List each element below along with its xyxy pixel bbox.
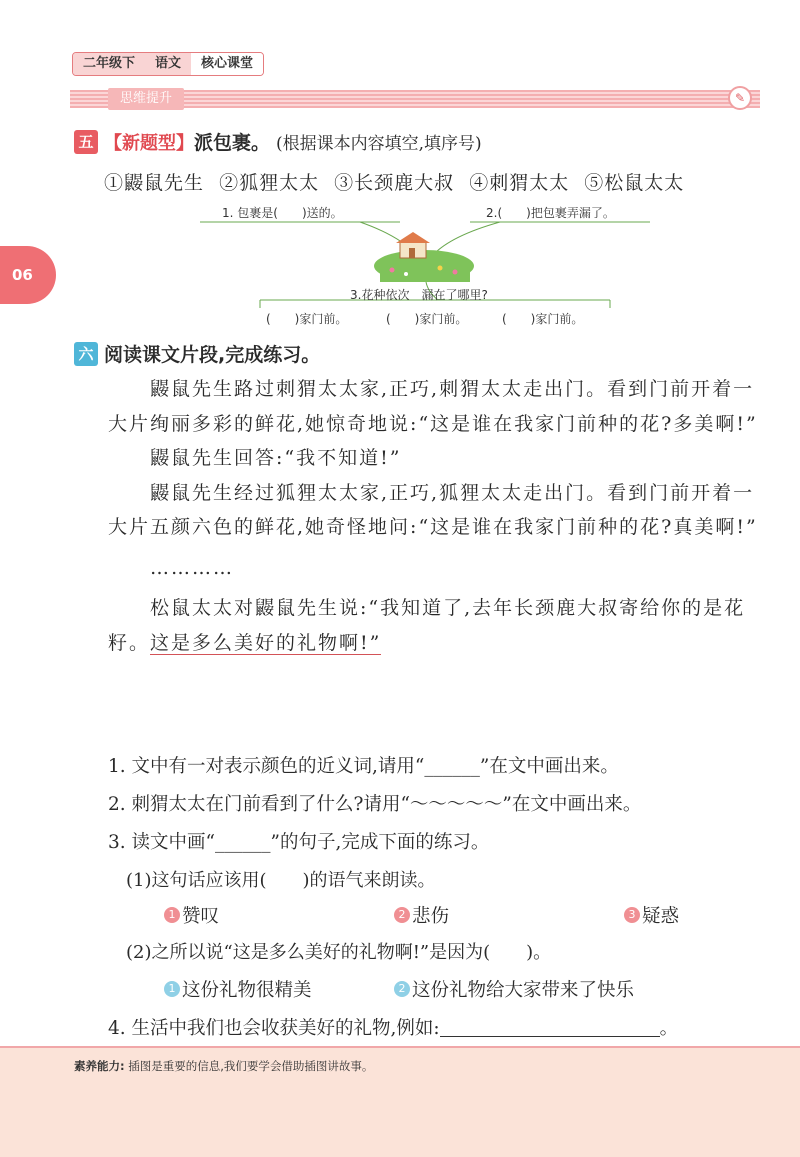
section6-title: 阅读课文片段,完成练习。 — [104, 344, 321, 366]
passage-paragraph-2: 鼹鼠先生回答:“我不知道!” — [150, 447, 402, 469]
question-4: 4. 生活中我们也会收获美好的礼物,例如: 。 — [108, 1018, 679, 1039]
passage-paragraph-1: 鼹鼠先生路过刺猬太太家,正巧,刺猬太太走出门。看到门前开着一大片绚丽多彩的鲜花,她惊奇地说:“这是谁在我家门前种的花?多美啊!” — [108, 378, 758, 435]
choice-number-1: 1 — [164, 907, 180, 923]
diagram-q3: 3.花种依次 漏在了哪里? — [350, 288, 488, 302]
answer-line[interactable] — [440, 1021, 660, 1037]
header-tabs — [72, 52, 264, 76]
question-3: 3. 读文中画“______”的句子,完成下面的练习。 — [108, 832, 490, 853]
q3-1-choice-1: 1 赞叹 — [164, 902, 219, 928]
footer-label: 素养能力: — [74, 1059, 125, 1073]
new-type-tag: 【新题型】 — [104, 132, 194, 154]
options-list — [104, 168, 692, 195]
passage-ellipsis: ………… — [150, 556, 234, 579]
option-2: ②狐狸太太 — [219, 172, 320, 194]
last-para-text: 松鼠太太对鼹鼠先生说:“我知道了,去年长颈鹿大叔寄给你的是花籽。 — [108, 597, 746, 654]
q3-1-choice-2: 2 悲伤 — [394, 902, 449, 928]
diagram-q2: 2.( )把包裹弄漏了。 — [486, 206, 615, 220]
band-label: 思维提升 — [108, 88, 184, 110]
diagram-blank-2: ( )家门前。 — [386, 312, 468, 326]
tab-core-class: 核心课堂 — [191, 53, 263, 75]
section5-instruction: (根据课本内容填空,填序号) — [276, 134, 482, 154]
diagram-blank-3: ( )家门前。 — [502, 312, 584, 326]
section5-number: 五 — [74, 130, 98, 154]
page-number: 06 — [0, 246, 56, 304]
q3-2-choice-2: 2 这份礼物给大家带来了快乐 — [394, 976, 634, 1002]
diagram-blank-1: ( )家门前。 — [266, 312, 348, 326]
question-3-2: (2)之所以说“这是多么美好的礼物啊!”是因为( )。 — [126, 942, 552, 963]
footer-content: 插图是重要的信息,我们要学会借助插图讲故事。 — [128, 1059, 374, 1073]
q3-2-choice-1: 1 这份礼物很精美 — [164, 976, 312, 1002]
footer-note — [74, 1058, 373, 1074]
underlined-sentence: 这是多么美好的礼物啊!” — [150, 631, 382, 654]
section5-heading — [74, 128, 482, 155]
q3-1-choice-3: 3 疑惑 — [624, 902, 679, 928]
tab-subject: 语文 — [145, 53, 191, 75]
passage-paragraph-last — [108, 591, 758, 660]
choice-number-1: 1 — [164, 981, 180, 997]
tab-grade: 二年级下 — [73, 53, 145, 75]
choice-number-2: 2 — [394, 981, 410, 997]
section6-number: 六 — [74, 342, 98, 366]
question-2: 2. 刺猬太太在门前看到了什么?请用“～～～～～”在文中画出来。 — [108, 794, 642, 815]
parcel-diagram — [200, 196, 660, 326]
choice-number-3: 3 — [624, 907, 640, 923]
passage-paragraph-3: 鼹鼠先生经过狐狸太太家,正巧,狐狸太太走出门。看到门前开着一大片五颜六色的鲜花,她奇怪地问:“这是谁在我家门前种的花?真美啊!” — [108, 481, 758, 538]
question-1: 1. 文中有一对表示颜色的近义词,请用“______”在文中画出来。 — [108, 756, 619, 777]
section5-title: 派包裹。 — [194, 132, 271, 154]
choice-number-2: 2 — [394, 907, 410, 923]
question-3-1: (1)这句话应该用( )的语气来朗读。 — [126, 870, 436, 891]
option-1: ①鼹鼠先生 — [104, 172, 205, 194]
option-3: ③长颈鹿大叔 — [334, 172, 455, 194]
reading-passage — [108, 372, 758, 660]
diagram-q1: 1. 包裹是( )送的。 — [222, 206, 343, 220]
pen-icon: ✎ — [728, 86, 752, 110]
section6-heading — [74, 340, 320, 367]
option-5: ⑤松鼠太太 — [584, 172, 685, 194]
option-4: ④刺猬太太 — [469, 172, 570, 194]
